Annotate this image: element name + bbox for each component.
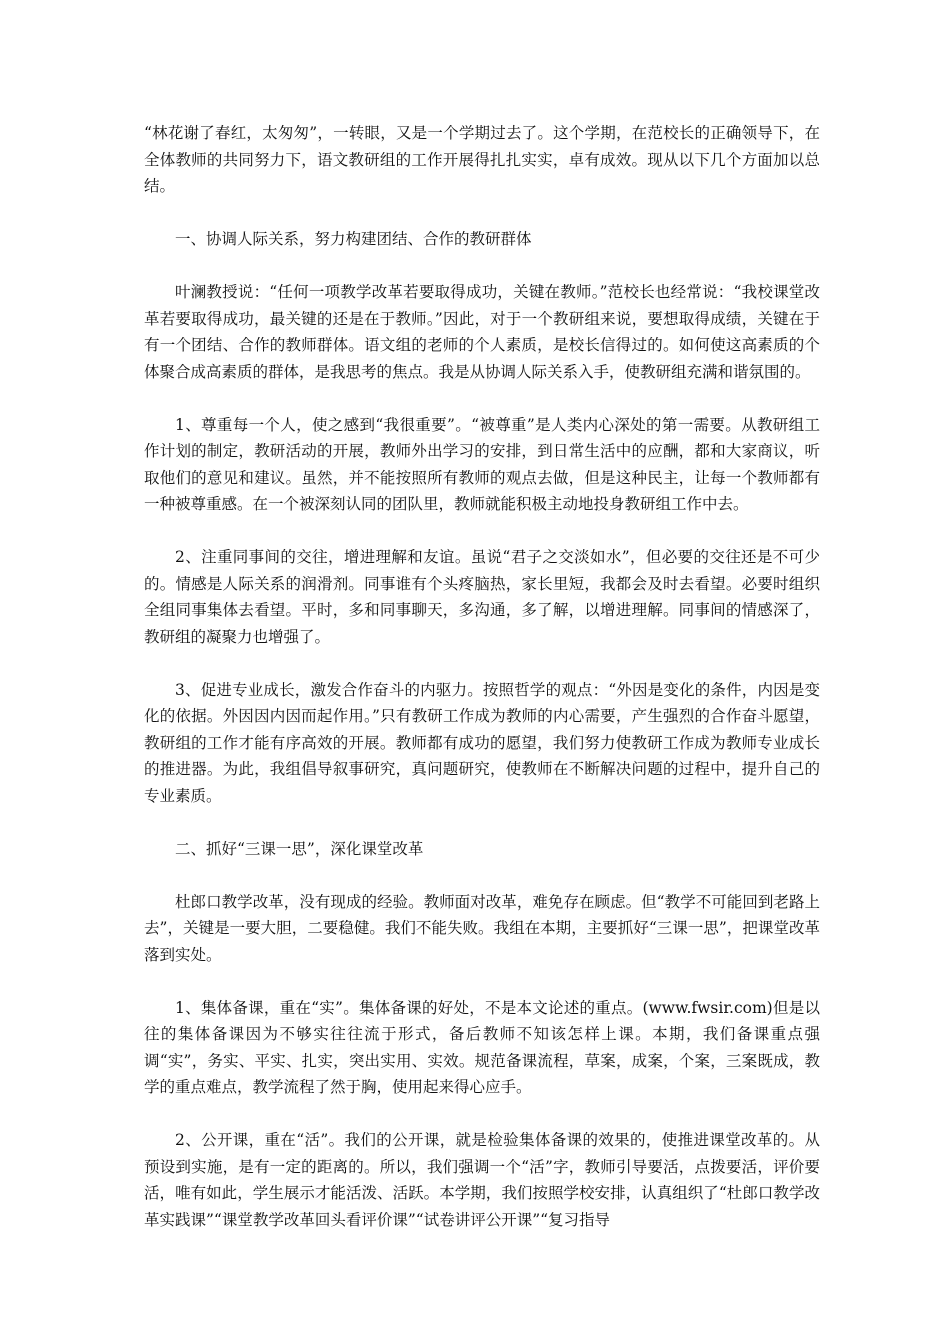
- intro-paragraph: “林花谢了春红，太匆匆”，一转眼，又是一个学期过去了。这个学期，在范校长的正确领导下，在全体教师的共同努力下，语文教研组的工作开展得扎扎实实，卓有成效。现从以下几个方面加以总结。: [144, 124, 820, 195]
- section-1-item-3: 3、促进专业成长，激发合作奋斗的内驱力。按照哲学的观点：“外因是变化的条件，内因是变化的依据。外因因内因而起作用。”只有教研工作成为教师的内心需要，产生强烈的合作奋斗愿望，教研组的工作才能有序高效的开展。教师都有成功的愿望，我们努力使教研工作成为教师专业成长的推进器。为此，我组倡导叙事研究，真问题研究，使教师在不断解决问题的过程中，提升自己的专业素质。: [144, 680, 820, 805]
- document-body: [144, 120, 820, 1260]
- section-1-item-2: 2、注重同事间的交往，增进理解和友谊。虽说“君子之交淡如水”，但必要的交往还是不可少的。情感是人际关系的润滑剂。同事谁有个头疼脑热，家长里短，我都会及时去看望。必要时组织全组同事集体去看望。平时，多和同事聊天，多沟通，多了解，以增进理解。同事间的情感深了，教研组的凝聚力也增强了。: [144, 548, 820, 646]
- section-2-item-1: 1、集体备课，重在“实”。集体备课的好处，不是本文论述的重点。(www.fwsir.com)但是以往的集体备课因为不够实往往流于形式，备后教师不知该怎样上课。本期，我们备课重点强调“实”，务实、平实、扎实，突出实用、实效。规范备课流程，草案，成案，个案，三案既成，教学的重点难点，教学流程了然于胸，使用起来得心应手。: [144, 998, 820, 1096]
- section-2-paragraph: 杜郎口教学改革，没有现成的经验。教师面对改革，难免存在顾虑。但“教学不可能回到老路上去”，关键是一要大胆，二要稳健。我们不能失败。我组在本期，主要抓好“三课一思”，把课堂改革落到实处。: [144, 892, 820, 964]
- section-1-item-1: 1、尊重每一个人，使之感到“我很重要”。“被尊重”是人类内心深处的第一需要。从教研组工作计划的制定，教研活动的开展，教师外出学习的安排，到日常生活中的应酬，都和大家商议，听取他们的意见和建议。虽然，并不能按照所有教师的观点去做，但是这种民主，让每一个教师都有一种被尊重感。在一个被深刻认同的团队里，教师就能积极主动地投身教研组工作中去。: [144, 415, 820, 513]
- section-2-heading: 二、抓好“三课一思”，深化课堂改革: [175, 839, 424, 858]
- section-2-item-2: 2、公开课，重在“活”。我们的公开课，就是检验集体备课的效果的，使推进课堂改革的。从预设到实施，是有一定的距离的。所以，我们强调一个“活”字，教师引导要活，点拨要活，评价要活，唯有如此，学生展示才能活泼、活跃。本学期，我们按照学校安排，认真组织了“杜郎口教学改革实践课”“课堂教学改革回头看评价课”“试卷讲评公开课”“复习指导: [144, 1131, 820, 1229]
- section-1-heading: 一、协调人际关系，努力构建团结、合作的教研群体: [175, 230, 532, 248]
- section-1-paragraph: 叶澜教授说：“任何一项教学改革若要取得成功，关键在教师。”范校长也经常说：“我校课堂改革若要取得成功，最关键的还是在于教师。”因此，对于一个教研组来说，要想取得成绩，关键在于有一个团结、合作的教师群体。语文组的老师的个人素质，是校长信得过的。如何使这高素质的个体聚合成高素质的群体，是我思考的焦点。我是从协调人际关系入手，使教研组充满和谐氛围的。: [144, 283, 820, 381]
